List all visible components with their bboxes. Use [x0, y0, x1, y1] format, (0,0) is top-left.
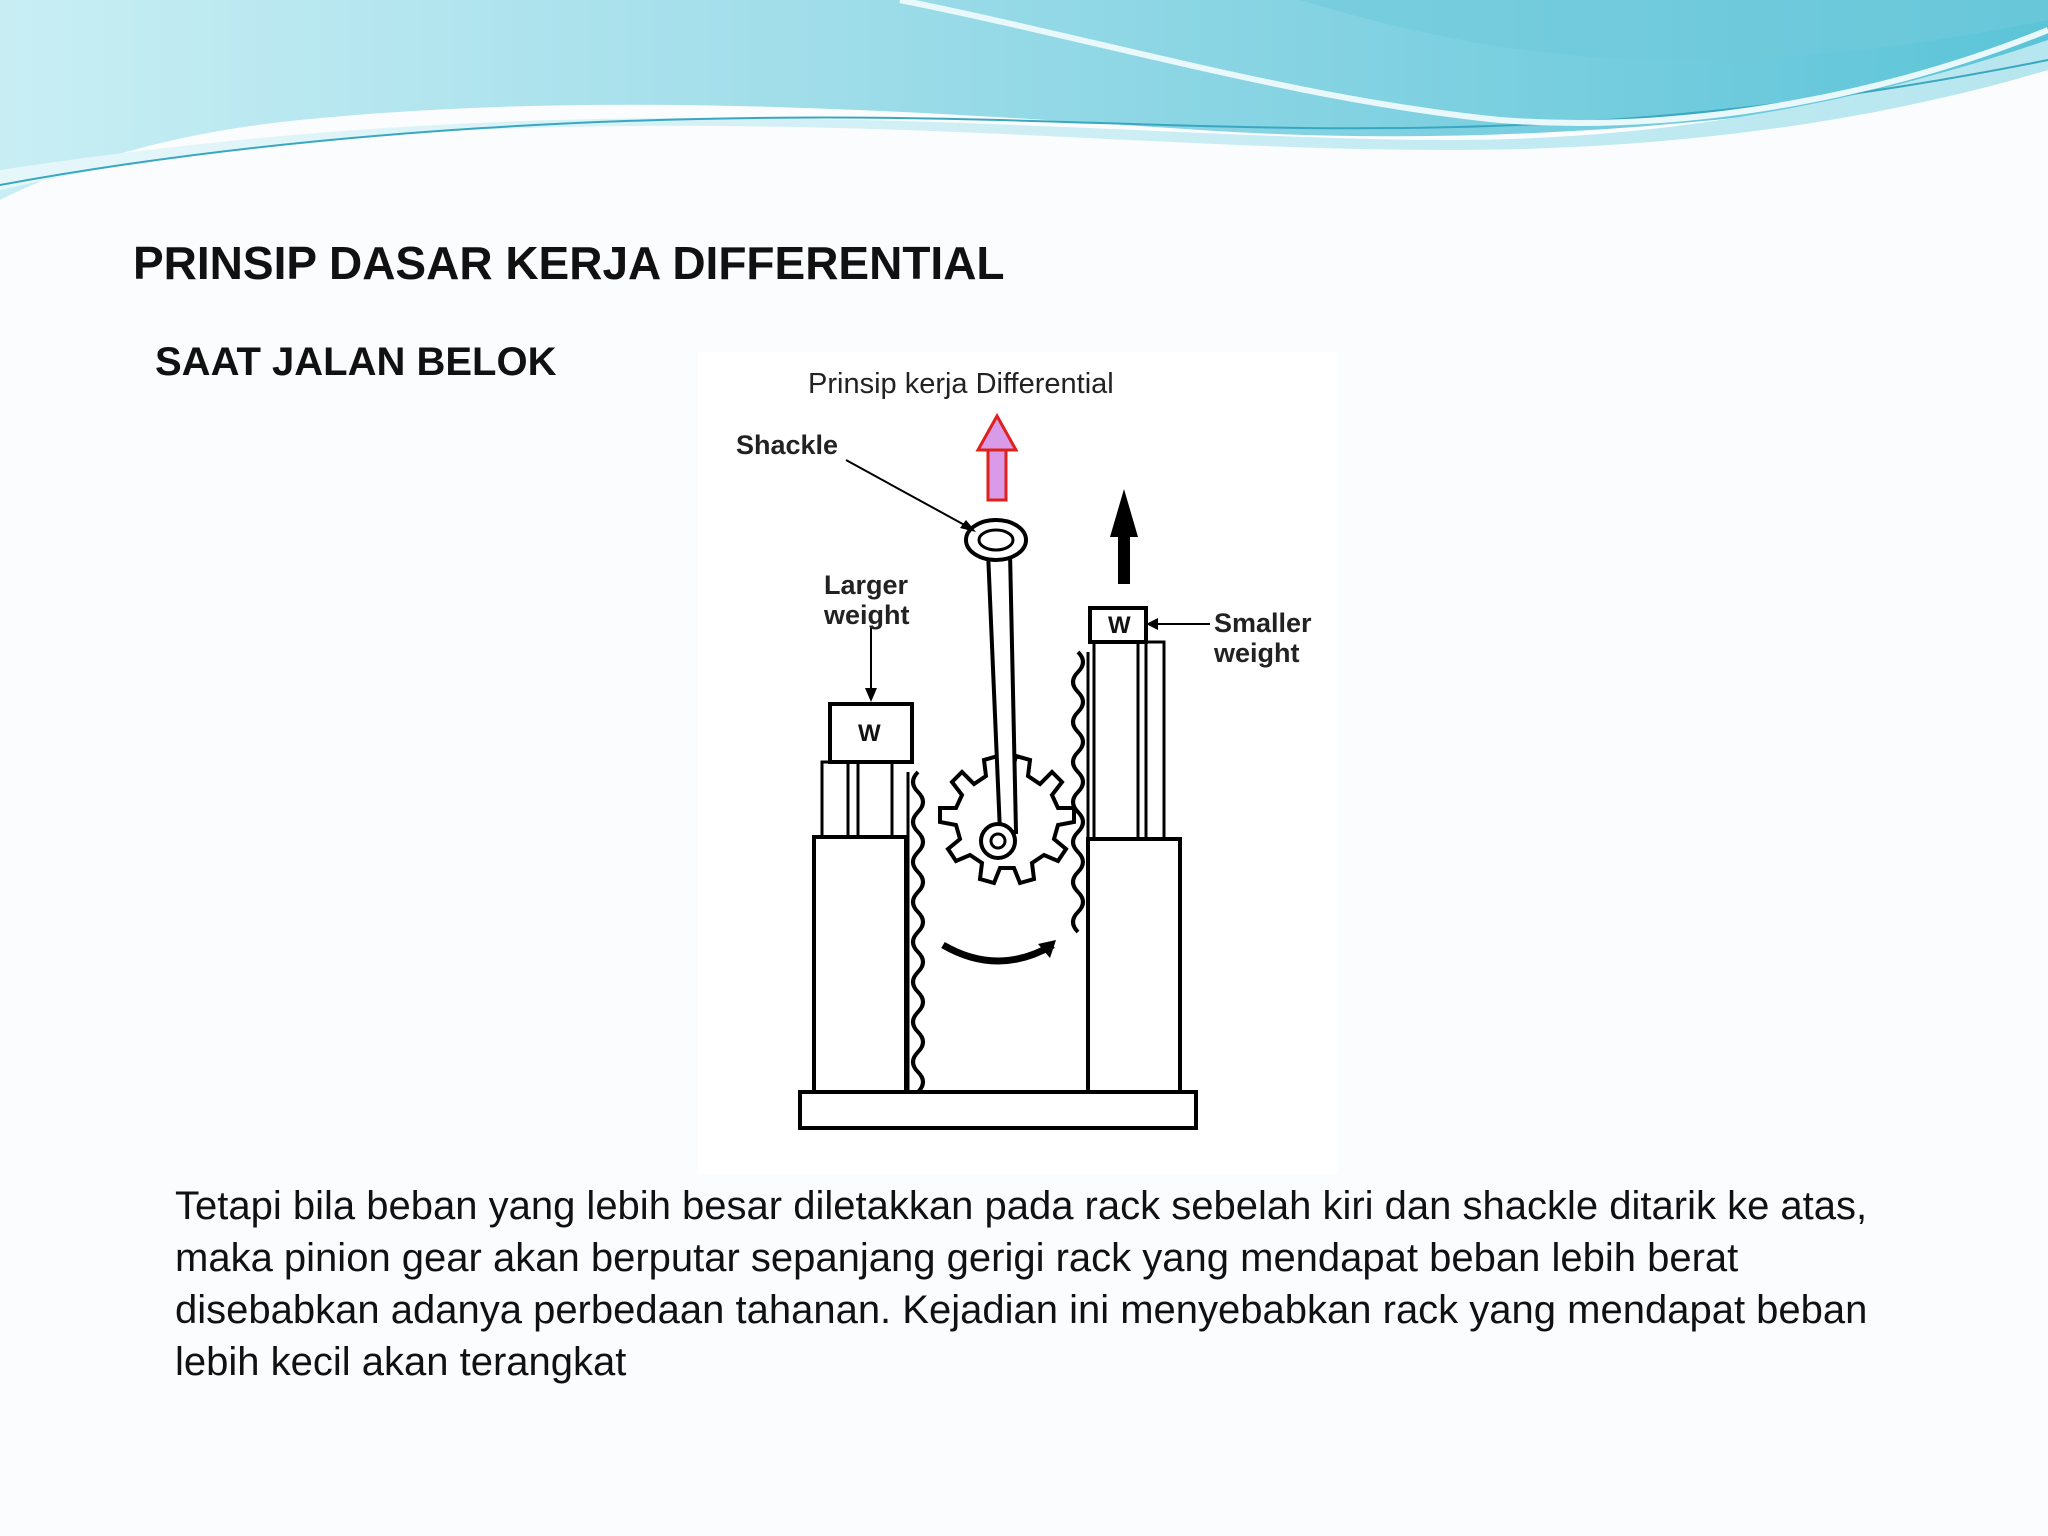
larger-weight-label-line1: Larger: [824, 570, 909, 600]
left-weight-symbol: W: [858, 720, 881, 747]
diagram-drawing: [698, 352, 1338, 1174]
lift-arrow-shaft: [1118, 532, 1130, 584]
left-pillar: [814, 837, 906, 1092]
smaller-weight-label-line2: weight: [1214, 638, 1300, 668]
explanation-paragraph: Tetapi bila beban yang lebih besar diletakkan pada rack sebelah kiri dan shackle ditarik ke atas, maka pinion gear akan berputar sepanjang gerigi rack yang mendapat beban lebih berat disebabkan adanya perbedaan tahanan. Kejadian ini menyebabkan rack yang mendapat beban lebih kecil akan terangkat: [175, 1184, 1868, 1384]
shackle-rod: [988, 552, 1016, 832]
right-pillar: [1088, 839, 1180, 1092]
shackle-label: Shackle: [736, 430, 839, 460]
right-weight-symbol: W: [1108, 612, 1131, 639]
diagram-title: Prinsip kerja Differential: [808, 368, 1114, 400]
differential-diagram: [698, 352, 1338, 1174]
smaller-weight-label-line1: Smaller: [1214, 608, 1312, 638]
rotation-arrow: [943, 945, 1053, 961]
base-plate: [800, 1092, 1196, 1128]
right-rack-teeth: [1073, 652, 1083, 932]
larger-weight-label-line2: weight: [824, 600, 910, 630]
lift-arrow-head: [1110, 489, 1138, 537]
header-wave-decoration: [0, 0, 2048, 240]
slide-subtitle: SAAT JALAN BELOK: [155, 340, 557, 384]
slide-title: PRINSIP DASAR KERJA DIFFERENTIAL: [133, 237, 1005, 289]
pull-arrow-shaft: [988, 448, 1006, 500]
left-rack-teeth: [913, 772, 923, 1092]
right-rack-upper: [1094, 642, 1164, 839]
pull-arrow-head: [978, 416, 1016, 450]
